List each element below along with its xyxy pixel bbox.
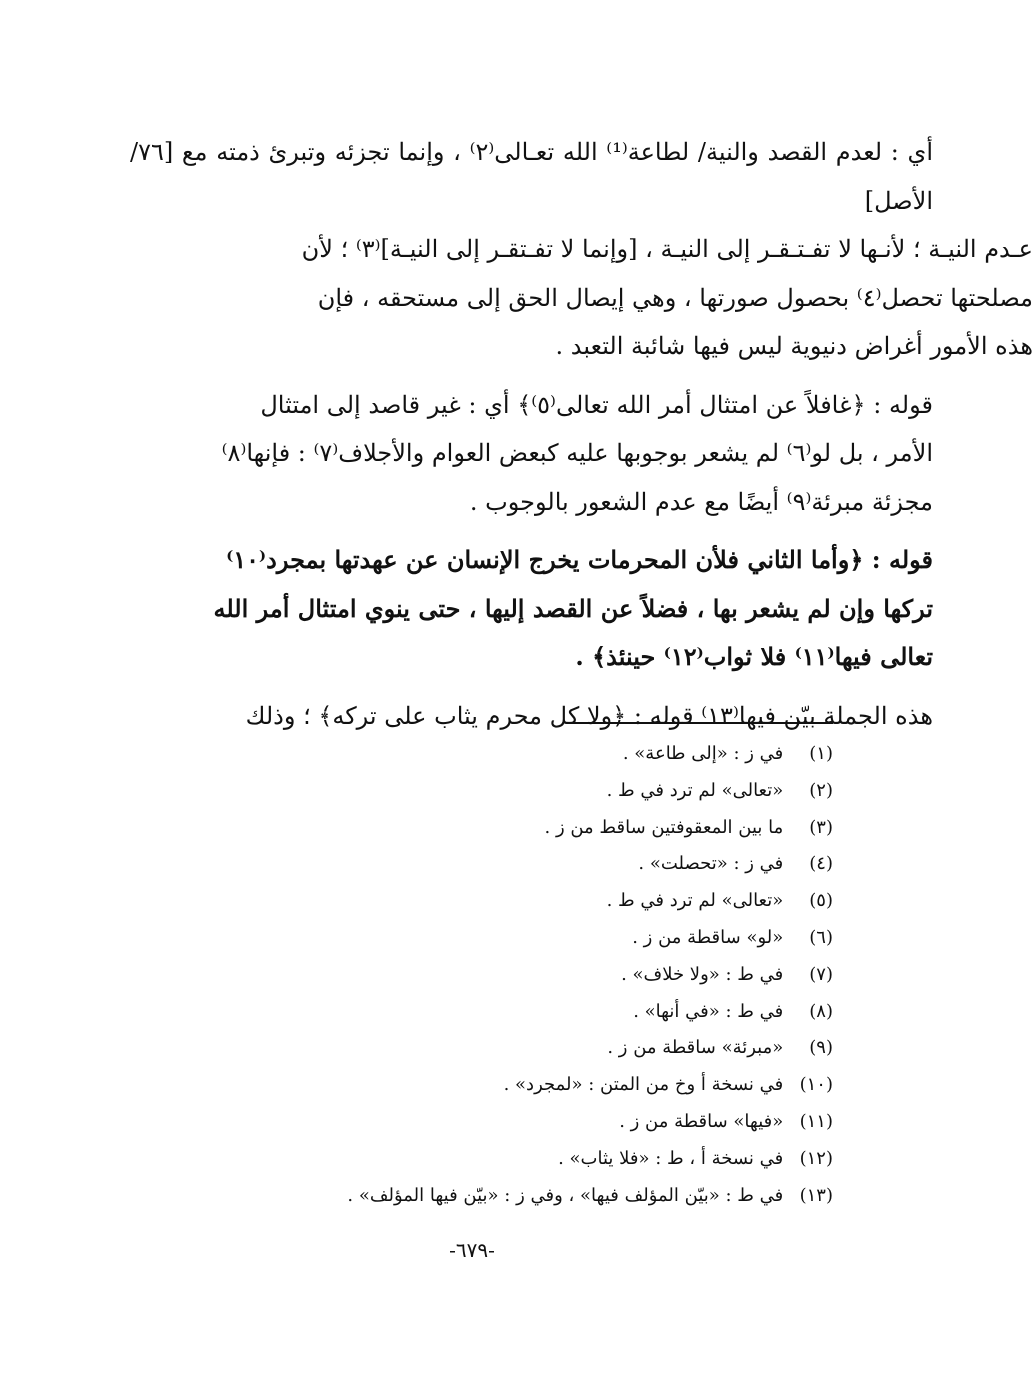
text-line: تركها وإن لم يشعر بها ، فضلاً عن القصد إليها ، حتى ينوي امتثال أمر الله <box>213 593 933 623</box>
footnote-text: «تعالى» لم ترد في ط . <box>606 890 784 912</box>
footnote-number: (١) <box>809 743 833 764</box>
text-line: هذه الجملة بيّن فيها⁽١٣⁾ قوله : ﴿ولا كل محرم يثاب على تركه﴾ ؛ وذلك <box>245 701 933 730</box>
text-line: قوله : ﴿غافلاً عن امتثال أمر الله تعالى⁽٥⁾﴾ أي : غير قاصد إلى امتثال <box>260 390 933 419</box>
footnote <box>300 883 833 920</box>
footnote <box>300 1067 833 1104</box>
footnote-text: في ط : «بيّن المؤلف فيها» ، وفي ز : «بيّن فيها المؤلف» . <box>347 1184 784 1206</box>
footnote-number: (٢) <box>809 779 833 801</box>
page-number: -٦٧٩- <box>449 1238 495 1262</box>
footnote-number: (٧) <box>809 963 833 985</box>
footnote-text: في نسخة أ ، ط : «فلا يثاب» . <box>558 1147 784 1169</box>
footnote <box>300 1104 833 1141</box>
footnote-text: «فيها» ساقطة من ز . <box>619 1110 784 1132</box>
footnote-number: (١٣) <box>799 1184 833 1206</box>
text-line: مجزئة مبرئة⁽٩⁾ أيضًا مع عدم الشعور بالوجوب . <box>469 487 933 516</box>
footnote <box>300 810 833 847</box>
footnote-text: في ز : «تحصلت» . <box>638 853 784 875</box>
text-line: أي : لعدم القصد والنية/ لطاعة⁽¹⁾ الله تعـالى⁽٢⁾ ، وإنما تجزئه وتبرئ ذمته مع [٧٦/الأصل] <box>130 138 933 215</box>
footnote-number: (٨) <box>809 1000 833 1022</box>
footnote <box>300 736 833 773</box>
footnote <box>300 994 833 1031</box>
footnote-number: (٥) <box>809 890 833 912</box>
footnote-number: (١١) <box>799 1110 833 1132</box>
footnote-number: (٤) <box>809 853 833 875</box>
text-line: عـدم النيـة ؛ لأنـها لا تفـتـقـر إلى النيـة ، [وإنما لا تفـتقـر إلى النيـة]⁽٣⁾ ؛ لأن <box>301 235 1033 263</box>
footnote-number: (٩) <box>809 1037 833 1059</box>
paragraph-4 <box>130 692 933 741</box>
text-line: مصلحتها تحصل⁽٤⁾ بحصول صورتها ، وهي إيصال الحق إلى مستحقه ، فإن <box>317 283 1033 312</box>
footnote-text: في ط : «في أنها» . <box>633 1000 784 1022</box>
footnote-text: «لو» ساقطة من ز . <box>632 926 784 948</box>
footnote <box>300 920 833 957</box>
footnote-text: ما بين المعقوفتين ساقط من ز . <box>544 816 784 838</box>
footnote <box>300 1141 833 1178</box>
text-line: الأمر ، بل لو⁽٦⁾ لم يشعر بوجوبها عليه كبعض العوام والأجلاف⁽٧⁾ : فإنها⁽٨⁾ <box>221 439 933 467</box>
paragraph-2 <box>130 381 933 527</box>
footnote-text: «تعالى» لم ترد في ط . <box>606 779 784 801</box>
footnote-text: في نسخة أ وخ من المتن : «لمجرد» . <box>503 1074 784 1096</box>
footnote-separator <box>568 722 833 724</box>
paragraph-1 <box>130 128 1033 371</box>
footnotes <box>300 736 833 1214</box>
footnote <box>300 1178 833 1215</box>
footnote-number: (٦) <box>809 926 833 948</box>
footnote <box>300 957 833 994</box>
footnote-text: في ط : «ولا خلاف» . <box>621 963 784 985</box>
text-line: تعالى فيها⁽١١⁾ فلا ثواب⁽١٢⁾ حينئذ﴾ . <box>575 642 933 671</box>
footnote-number: (١٢) <box>799 1147 833 1169</box>
text-line: قوله : ﴿وأما الثاني فلأن المحرمات يخرج الإنسان عن عهدتها بمجرد⁽١٠⁾ <box>226 545 933 574</box>
footnote-number: (١٠) <box>799 1074 833 1096</box>
main-text <box>130 128 1033 740</box>
footnote-number: (٣) <box>809 816 833 838</box>
paragraph-3 <box>130 536 933 682</box>
text-line: هذه الأمور أغراض دنيوية ليس فيها شائبة التعبد . <box>555 332 1033 360</box>
footnote-text: «مبرئة» ساقطة من ز . <box>607 1037 784 1059</box>
footnote <box>300 846 833 883</box>
footnote <box>300 773 833 810</box>
footnote-text: في ز : «إلى طاعة» . <box>622 743 784 764</box>
footnote <box>300 1030 833 1067</box>
